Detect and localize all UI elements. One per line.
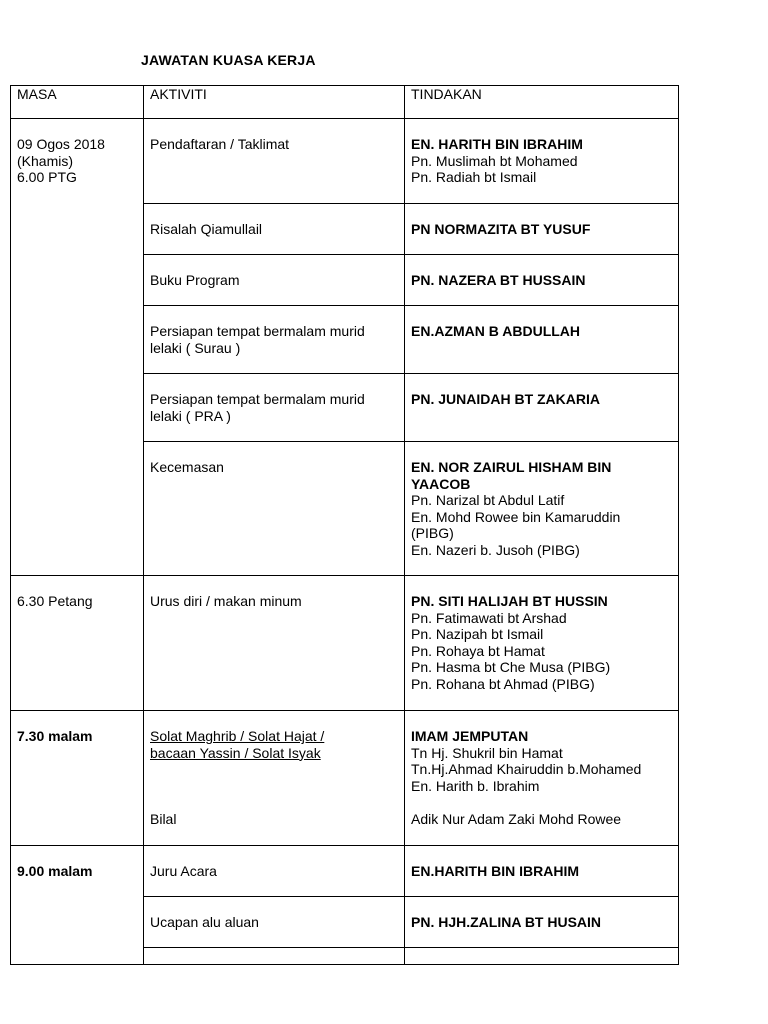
aktiviti-text: Kecemasan	[150, 459, 224, 475]
masa-line: 6.30 Petang	[17, 593, 93, 609]
header-masa: MASA	[11, 86, 144, 119]
masa-line: 09 Ogos 2018	[17, 136, 105, 152]
table-row	[11, 576, 679, 711]
aktiviti-text: Urus diri / makan minum	[150, 593, 302, 609]
member-name: Pn. Nazipah bt Ismail	[411, 626, 544, 642]
tindakan-cell	[405, 442, 679, 576]
lead-person: EN.HARITH BIN IBRAHIM	[411, 863, 579, 879]
aktiviti-cell	[144, 711, 405, 846]
lead-person: PN. JUNAIDAH BT ZAKARIA	[411, 391, 600, 407]
tindakan-cell	[405, 255, 679, 306]
header-tindakan: TINDAKAN	[405, 86, 679, 119]
aktiviti-text: Ucapan alu aluan	[150, 914, 259, 930]
aktiviti-cell	[144, 442, 405, 576]
member-name: Pn. Fatimawati bt Arshad	[411, 609, 567, 626]
lead-person: EN. NOR ZAIRUL HISHAM BIN	[411, 459, 612, 475]
aktiviti-text: Buku Program	[150, 272, 240, 288]
member-name: Tn.Hj.Ahmad Khairuddin b.Mohamed	[411, 761, 642, 777]
masa-line: 6.00 PTG	[17, 169, 77, 185]
tindakan-cell	[405, 306, 679, 374]
masa-line: (Khamis)	[17, 152, 74, 169]
masa-cell	[11, 576, 144, 711]
committee-table	[10, 85, 679, 965]
aktiviti-text: Persiapan tempat bermalam murid	[150, 391, 365, 407]
tindakan-cell	[405, 846, 679, 897]
lead-person: PN. NAZERA BT HUSSAIN	[411, 272, 586, 288]
member-name: En. Nazeri b. Jusoh (PIBG)	[411, 541, 580, 558]
aktiviti-text: bacaan Yassin / Solat Isyak	[150, 744, 321, 761]
tindakan-cell	[405, 374, 679, 442]
aktiviti-text: Pendaftaran / Taklimat	[150, 136, 290, 152]
aktiviti-cell	[144, 374, 405, 442]
aktiviti-text: Persiapan tempat bermalam murid	[150, 323, 365, 339]
tindakan-cell	[405, 119, 679, 204]
member-name: (PIBG)	[411, 525, 454, 541]
member-name: Pn. Radiah bt Ismail	[411, 169, 537, 185]
member-name: Pn. Muslimah bt Mohamed	[411, 152, 578, 169]
table-row	[11, 846, 679, 897]
aktiviti-cell	[144, 948, 405, 965]
aktiviti-cell	[144, 255, 405, 306]
masa-line: 9.00 malam	[17, 863, 93, 879]
lead-person: PN. SITI HALIJAH BT HUSSIN	[411, 593, 608, 609]
member-name: En. Mohd Rowee bin Kamaruddin	[411, 508, 621, 525]
aktiviti-text: Risalah Qiamullail	[150, 221, 263, 237]
lead-person: IMAM JEMPUTAN	[411, 728, 529, 744]
masa-line: 7.30 malam	[17, 728, 93, 744]
bilal-label: Bilal	[150, 811, 177, 827]
aktiviti-text: Solat Maghrib / Solat Hajat /	[150, 728, 325, 744]
header-aktiviti: AKTIVITI	[144, 86, 405, 119]
table-row	[11, 119, 679, 204]
table-header-row	[11, 86, 679, 119]
lead-person: EN. HARITH BIN IBRAHIM	[411, 136, 583, 152]
aktiviti-cell	[144, 846, 405, 897]
aktiviti-text: lelaki ( Surau )	[150, 339, 241, 356]
aktiviti-cell	[144, 119, 405, 204]
member-name: En. Harith b. Ibrahim	[411, 777, 540, 794]
document-title: JAWATAN KUASA KERJA	[141, 52, 316, 68]
tindakan-cell	[405, 204, 679, 255]
aktiviti-cell	[144, 576, 405, 711]
lead-person: YAACOB	[411, 475, 471, 492]
table-row	[11, 711, 679, 846]
member-name: Pn. Rohaya bt Hamat	[411, 642, 545, 659]
bilal-name: Adik Nur Adam Zaki Mohd Rowee	[411, 811, 622, 827]
lead-person: PN NORMAZITA BT YUSUF	[411, 221, 591, 237]
lead-person: EN.AZMAN B ABDULLAH	[411, 323, 581, 339]
member-name: Pn. Hasma bt Che Musa (PIBG)	[411, 659, 611, 675]
aktiviti-text: lelaki ( PRA )	[150, 407, 231, 424]
member-name: Pn. Narizal bt Abdul Latif	[411, 492, 565, 508]
lead-person: PN. HJH.ZALINA BT HUSAIN	[411, 914, 602, 930]
tindakan-cell	[405, 711, 679, 846]
tindakan-cell	[405, 897, 679, 948]
masa-cell	[11, 711, 144, 846]
masa-cell	[11, 846, 144, 965]
aktiviti-cell	[144, 204, 405, 255]
tindakan-cell	[405, 948, 679, 965]
masa-cell	[11, 119, 144, 576]
aktiviti-text: Juru Acara	[150, 863, 217, 879]
aktiviti-cell	[144, 306, 405, 374]
aktiviti-cell	[144, 897, 405, 948]
tindakan-cell	[405, 576, 679, 711]
member-name: Tn Hj. Shukril bin Hamat	[411, 744, 563, 761]
member-name: Pn. Rohana bt Ahmad (PIBG)	[411, 675, 595, 692]
